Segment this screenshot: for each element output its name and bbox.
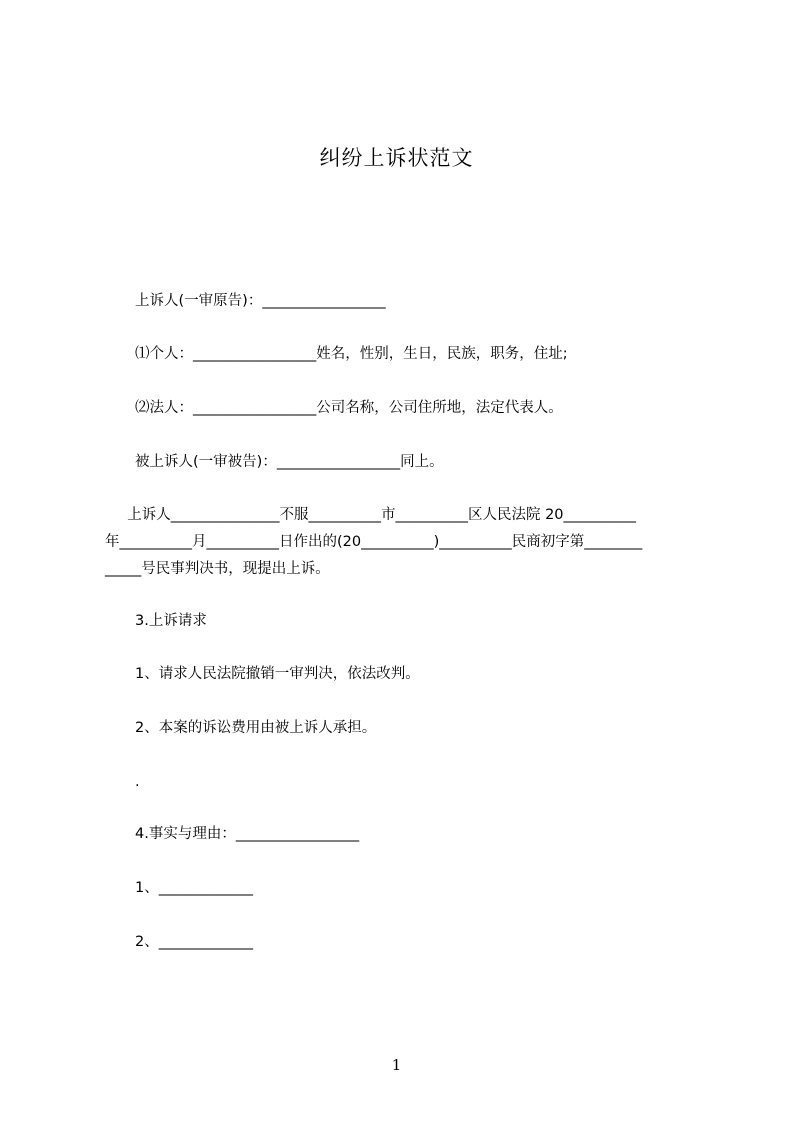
legal-person-line: ⑵法人：_________________公司名称，公司住所地，法定代表人。 xyxy=(135,400,563,416)
statement-line-1: 上诉人_______________不服__________市__________区人民法院 20__________ xyxy=(118,507,637,523)
section-4-heading: 4.事实与理由：_________________ xyxy=(135,826,360,842)
individual-line: ⑴个人：_________________姓名，性别，生日，民族，职务，住址; xyxy=(135,346,568,362)
document-title: 纠纷上诉状范文 xyxy=(319,146,474,170)
appellant-line: 上诉人(一审原告)：_________________ xyxy=(135,293,386,309)
stray-dot: . xyxy=(135,774,140,790)
section-3-heading: 3.上诉请求 xyxy=(135,613,207,629)
statement-line-2: 年__________月__________日作出的(20__________)__________民商初字第________ xyxy=(105,534,643,550)
reason-item-1: 1、_____________ xyxy=(135,880,253,896)
reason-item-2: 2、_____________ xyxy=(135,934,253,950)
request-item-2: 2、本案的诉讼费用由被上诉人承担。 xyxy=(135,720,377,736)
page-number: 1 xyxy=(391,1056,402,1074)
appellee-line: 被上诉人(一审被告)：_________________同上。 xyxy=(135,454,444,470)
request-item-1: 1、请求人民法院撤销一审判决，依法改判。 xyxy=(135,666,420,682)
statement-line-3: _____号民事判决书，现提出上诉。 xyxy=(105,561,330,577)
